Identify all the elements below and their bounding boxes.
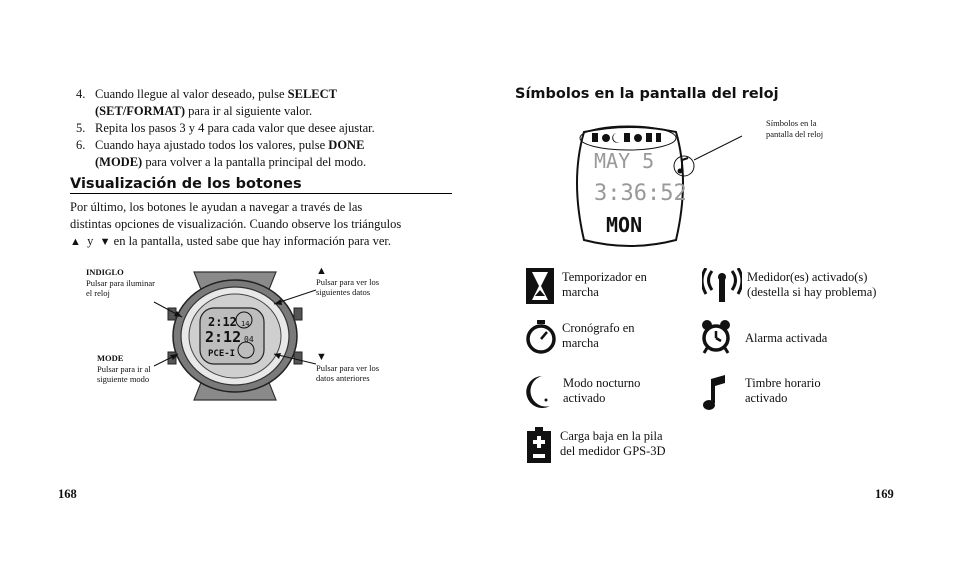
callout-desc: pantalla del reloj — [766, 128, 824, 139]
step-bold: (SET/FORMAT) — [95, 104, 186, 118]
callout-desc: Pulsar para ver los — [316, 362, 380, 373]
step-bold: DONE — [328, 138, 365, 152]
intro-line: distintas opciones de visualización. Cuando observe los triángulos — [70, 217, 402, 231]
symbol-chime — [745, 376, 821, 406]
symbol-chrono — [562, 321, 635, 351]
callout-title: MODE — [97, 353, 124, 363]
right-page-title: Símbolos en la pantalla del reloj — [515, 86, 779, 102]
symbol-label: del medidor GPS-3D — [560, 444, 666, 458]
symbol-night — [563, 376, 640, 406]
step-text — [95, 137, 416, 171]
intro-line: Por último, los botones le ayudan a navegar a través de las — [70, 200, 363, 214]
step-5 — [76, 120, 416, 137]
hourglass-icon — [526, 268, 554, 304]
intro-word: y — [87, 234, 94, 248]
display-callout — [766, 118, 823, 139]
watch-display-line2: 2:12 — [205, 328, 242, 346]
display-row2: 3:36:52 — [594, 181, 687, 206]
symbol-label: Timbre horario — [745, 376, 821, 390]
watch-display-line1: 2:12 — [208, 315, 237, 329]
display-day: MON — [606, 213, 643, 237]
step-number: 6. — [76, 138, 86, 152]
triangle-down-icon: ▼ — [99, 236, 111, 248]
step-text-part: Cuando haya ajustado todos los valores, pulse — [95, 138, 329, 152]
antenna-icon — [702, 268, 742, 302]
page-number-left: 168 — [58, 487, 77, 501]
step-text-part: para volver a la pantalla principal del modo. — [142, 155, 367, 169]
intro-line-end: en la pantalla, usted sabe que hay información para ver. — [113, 234, 391, 248]
callout-desc: el reloj — [86, 288, 110, 298]
symbol-label: marcha — [562, 336, 599, 350]
indiglo-callout — [86, 267, 155, 299]
stopwatch-icon — [526, 320, 556, 354]
symbol-label: Medidor(es) activado(s) — [747, 270, 868, 284]
triangle-up-icon: ▲ — [70, 236, 81, 248]
up-callout — [316, 266, 379, 298]
triangle-down-icon: ▼ — [316, 351, 327, 363]
music-note-icon — [703, 375, 727, 411]
symbol-meter — [747, 270, 876, 300]
step-4 — [76, 86, 416, 120]
steps-list — [76, 86, 416, 171]
triangle-up-icon: ▲ — [316, 265, 327, 277]
step-bold: SELECT — [287, 87, 337, 101]
page-number-right: 169 — [875, 487, 894, 501]
step-number: 4. — [76, 87, 86, 101]
step-text — [95, 86, 416, 120]
symbol-alarm — [745, 331, 827, 346]
watch-display-line1b: 14 — [241, 320, 250, 328]
watch-display-line3: PCE-I — [208, 349, 236, 359]
intro-paragraph — [70, 199, 455, 251]
symbol-label: (destella si hay problema) — [747, 285, 877, 299]
step-text: Repita los pasos 3 y 4 para cada valor que desee ajustar. — [95, 121, 375, 135]
callout-desc: Símbolos en la — [766, 118, 817, 128]
callout-desc: Pulsar para iluminar — [86, 277, 155, 288]
step-bold: (MODE) — [95, 155, 143, 169]
callout-desc: siguientes datos — [316, 287, 371, 297]
section-title: Visualización de los botones — [70, 176, 452, 194]
step-6 — [76, 137, 416, 171]
watch-display-diagram — [566, 120, 756, 248]
symbol-label: Carga baja en la pila — [560, 429, 663, 443]
callout-desc: datos anteriores — [316, 373, 370, 383]
moon-icon — [526, 374, 552, 410]
symbol-label: activado — [563, 391, 606, 405]
mode-callout — [97, 353, 151, 385]
callout-desc: siguiente modo — [97, 374, 150, 384]
symbol-label: Modo nocturno — [563, 376, 641, 390]
symbol-label: Alarma activada — [745, 331, 828, 345]
step-number: 5. — [76, 121, 86, 135]
battery-icon — [527, 427, 551, 463]
display-row1: MAY 5 — [594, 149, 655, 173]
symbol-label: marcha — [562, 285, 599, 299]
watch-display-line2b: 04 — [244, 335, 254, 344]
callout-desc: Pulsar para ver los — [316, 276, 380, 287]
symbol-label: Temporizador en — [562, 270, 647, 284]
down-callout — [316, 352, 379, 384]
callout-desc: Pulsar para ir al — [97, 363, 151, 374]
step-text-part: Cuando llegue al valor deseado, pulse — [95, 87, 288, 101]
symbol-battery — [560, 429, 666, 459]
callout-title: INDIGLO — [86, 267, 124, 277]
symbol-label: activado — [745, 391, 788, 405]
step-text-part: para ir al siguiente valor. — [185, 104, 313, 118]
symbol-label: Cronógrafo en — [562, 321, 635, 335]
watch-illustration — [150, 262, 320, 410]
intro-line — [70, 233, 455, 251]
alarm-clock-icon — [701, 320, 731, 354]
symbol-timer — [562, 270, 647, 300]
